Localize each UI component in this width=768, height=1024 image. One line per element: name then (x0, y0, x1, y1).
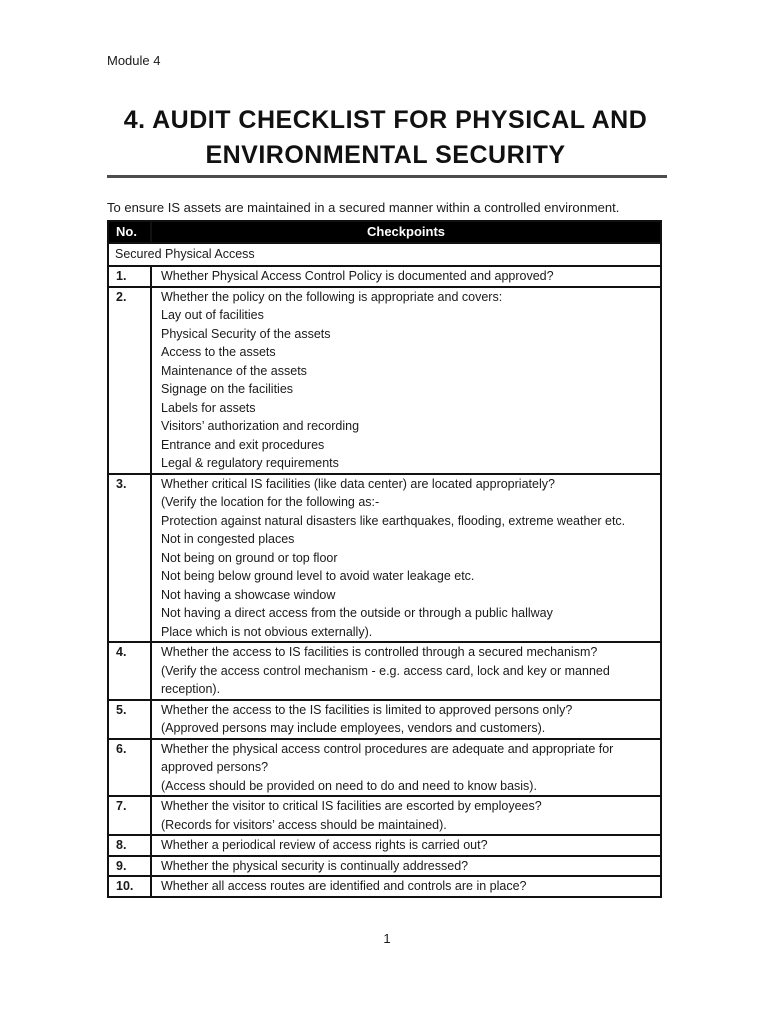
row-number-cell: 8. (108, 835, 151, 856)
checkpoint-line: Whether the visitor to critical IS facilities are escorted by employees? (161, 799, 542, 813)
checkpoint-line: Protection against natural disasters like earthquakes, flooding, extreme weather etc. (161, 513, 626, 528)
checkpoint-cell (151, 474, 661, 643)
page-title-line-1: 4. AUDIT CHECKLIST FOR PHYSICAL AND (123, 106, 648, 134)
checkpoint-line: Whether Physical Access Control Policy is documented and approved? (161, 269, 554, 283)
checkpoint-line: (Verify the access control mechanism - e.g. access card, lock and key or manned (161, 663, 610, 678)
section-row-label: Secured Physical Access (108, 243, 661, 266)
checkpoint-line: (Approved persons may include employees, vendors and customers). (161, 721, 546, 735)
checkpoint-line: Visitors’ authorization and recording (161, 419, 360, 433)
checkpoint-line: Access to the assets (161, 345, 276, 359)
checkpoint-line: approved persons? (161, 760, 269, 774)
checkpoint-cell (151, 796, 661, 835)
table-row (108, 876, 661, 897)
table-row (108, 287, 661, 474)
header-row (108, 221, 661, 243)
checkpoint-line: Place which is not obvious externally). (161, 624, 373, 639)
row-number-cell: 9. (108, 856, 151, 877)
checkpoint-line: Legal & regulatory requirements (161, 456, 339, 470)
checklist-table-body (108, 243, 661, 897)
checkpoint-line: Whether all access routes are identified and controls are in place? (161, 879, 527, 893)
section-row (108, 243, 661, 266)
checkpoint-line: Whether a periodical review of access rights is carried out? (161, 838, 488, 852)
checkpoint-line: (Records for visitors’ access should be maintained). (161, 817, 447, 832)
checkpoint-line: Not in congested places (161, 532, 295, 546)
table-row (108, 856, 661, 877)
module-label: Module 4 (107, 53, 161, 68)
checkpoint-line: Whether the policy on the following is appropriate and covers: (161, 289, 503, 304)
checkpoint-line: Entrance and exit procedures (161, 437, 325, 452)
page-title (104, 103, 667, 173)
intro-text: To ensure IS assets are maintained in a secured manner within a controlled environment. (107, 200, 620, 215)
checkpoint-cell (151, 287, 661, 474)
page-number: 1 (383, 931, 391, 946)
checkpoint-line: (Access should be provided on need to do and need to know basis). (161, 778, 537, 793)
checkpoint-cell (151, 700, 661, 739)
checkpoint-line: Whether the access to the IS facilities is limited to approved persons only? (161, 702, 573, 717)
checkpoint-cell (151, 642, 661, 700)
checkpoint-line: Labels for assets (161, 400, 256, 415)
row-number-cell: 2. (108, 287, 151, 474)
checkpoint-line: Physical Security of the assets (161, 326, 331, 341)
table-row (108, 739, 661, 797)
checklist-table-header (108, 221, 661, 243)
checkpoint-cell (151, 739, 661, 797)
row-number-cell: 1. (108, 266, 151, 287)
row-number-cell: 4. (108, 642, 151, 700)
checkpoint-line: Maintenance of the assets (161, 363, 307, 378)
table-row (108, 835, 661, 856)
checkpoint-line: Whether the physical security is continually addressed? (161, 858, 469, 873)
checkpoint-cell (151, 266, 661, 287)
checkpoint-line: Whether critical IS facilities (like data center) are located appropriately? (161, 476, 555, 491)
table-row (108, 700, 661, 739)
checkpoint-line: Not being below ground level to avoid water leakage etc. (161, 569, 475, 583)
title-underline-rule (107, 175, 667, 178)
checkpoint-cell (151, 856, 661, 877)
column-header-no: No. (108, 221, 151, 243)
table-row (108, 796, 661, 835)
checkpoint-cell (151, 835, 661, 856)
page-title-line-2: ENVIRONMENTAL SECURITY (205, 141, 566, 169)
row-number-cell: 7. (108, 796, 151, 835)
row-number-cell: 10. (108, 876, 151, 897)
table-row (108, 474, 661, 643)
checkpoint-line: Lay out of facilities (161, 308, 264, 322)
checkpoint-line: reception). (161, 682, 221, 696)
row-number-cell: 3. (108, 474, 151, 643)
row-number-cell: 5. (108, 700, 151, 739)
checklist-table (107, 220, 662, 898)
checkpoint-line: Not having a direct access from the outside or through a public hallway (161, 606, 553, 620)
checkpoint-line: Whether the physical access control procedures are adequate and appropriate for (161, 741, 614, 756)
row-number-cell: 6. (108, 739, 151, 797)
table-row (108, 642, 661, 700)
checkpoint-line: Not being on ground or top floor (161, 550, 338, 565)
checkpoint-line: Not having a showcase window (161, 587, 336, 602)
checkpoint-line: Whether the access to IS facilities is controlled through a secured mechanism? (161, 645, 598, 659)
column-header-checkpoints: Checkpoints (151, 221, 661, 243)
checkpoint-line: (Verify the location for the following as:- (161, 495, 380, 509)
table-row (108, 266, 661, 287)
checkpoint-cell (151, 876, 661, 897)
checkpoint-line: Signage on the facilities (161, 382, 294, 396)
